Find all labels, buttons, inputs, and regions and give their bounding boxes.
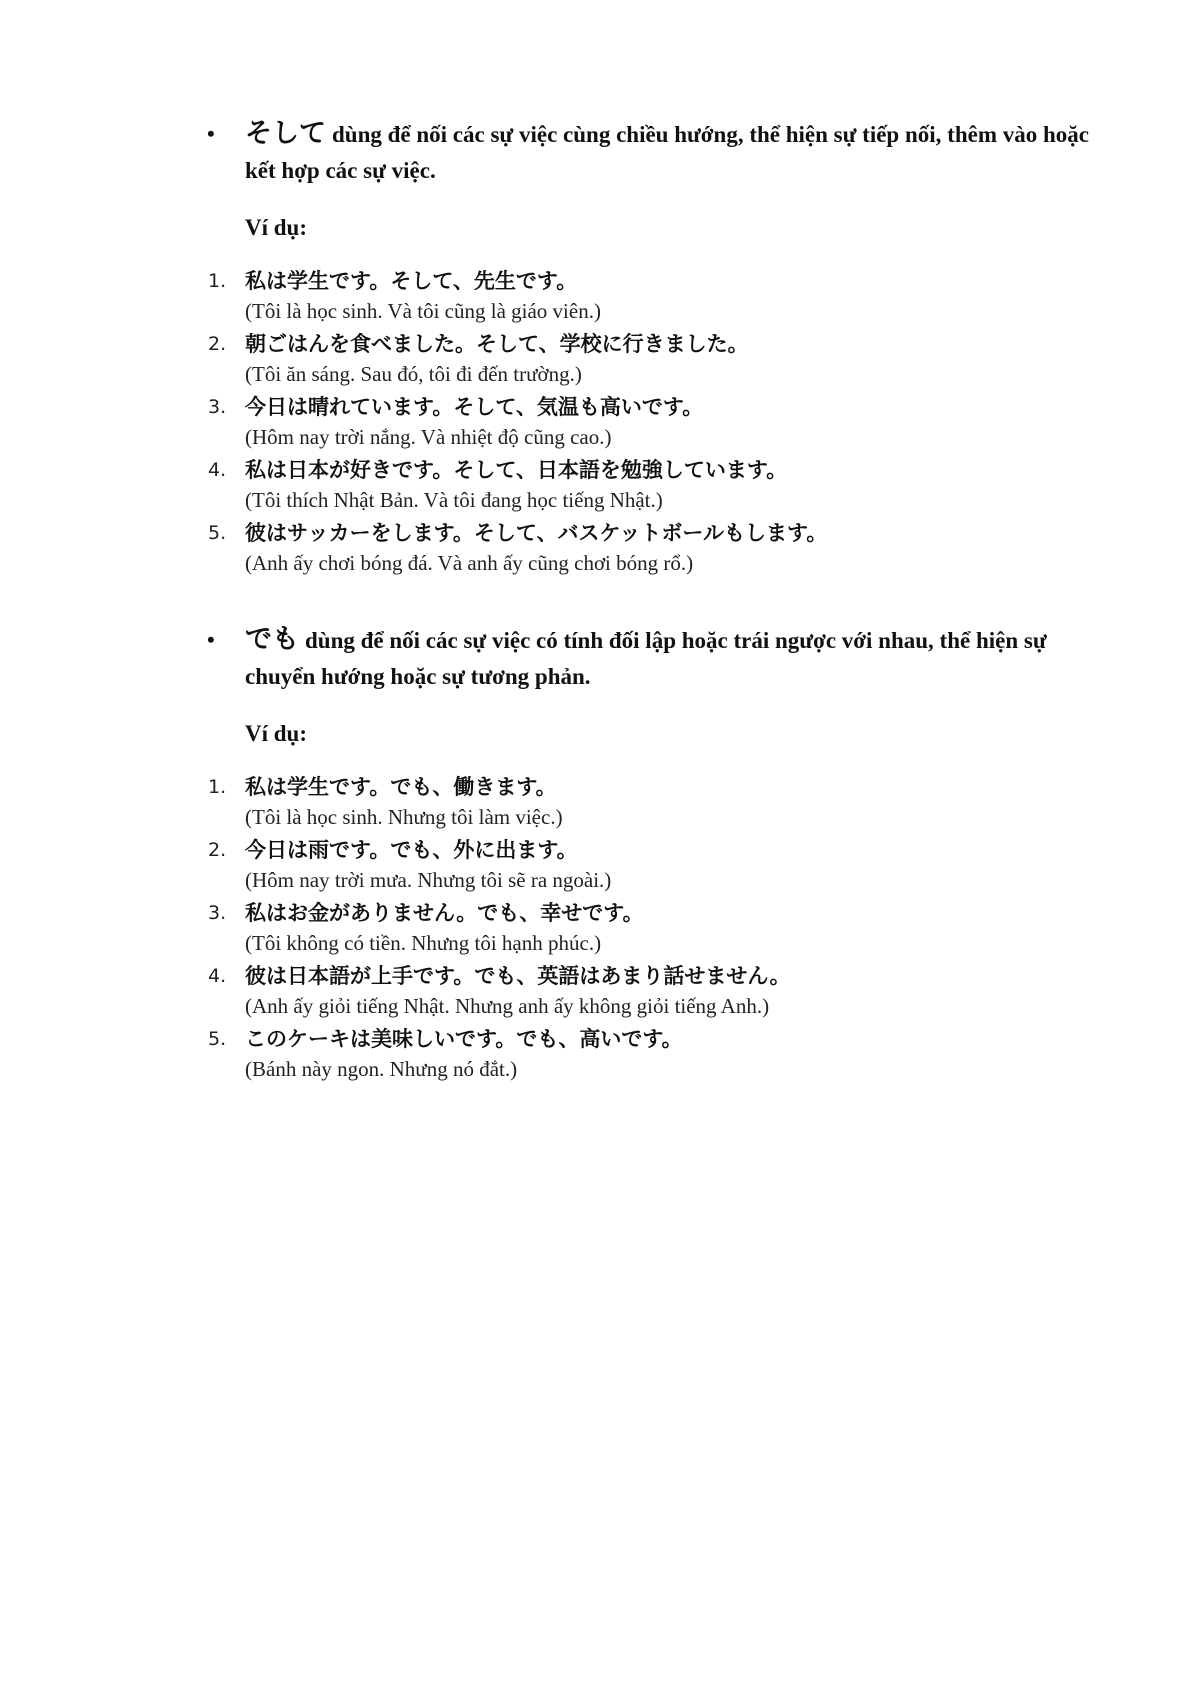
example-translation: (Hôm nay trời nắng. Và nhiệt độ cũng cao.) bbox=[245, 425, 612, 449]
keyword: そして bbox=[245, 118, 326, 149]
example-number: 1. bbox=[208, 270, 227, 292]
example-translation: (Hôm nay trời mưa. Nhưng tôi sẽ ra ngoài.) bbox=[245, 868, 612, 892]
example-japanese: 今日は晴れています。そして、気温も高いです。 bbox=[245, 395, 704, 419]
example-item bbox=[205, 517, 1105, 580]
example-item bbox=[205, 1023, 1105, 1086]
example-list bbox=[205, 771, 1105, 1086]
example-heading: Ví dụ: bbox=[245, 215, 307, 240]
example-japanese: 彼は日本語が上手です。でも、英語はあまり話せません。 bbox=[245, 964, 791, 988]
bullet-icon: • bbox=[207, 627, 215, 652]
section-demo bbox=[205, 622, 1105, 1086]
example-translation: (Tôi ăn sáng. Sau đó, tôi đi đến trường.) bbox=[245, 362, 582, 386]
example-item bbox=[205, 897, 1105, 960]
example-item bbox=[205, 391, 1105, 454]
example-translation: (Tôi không có tiền. Nhưng tôi hạnh phúc.) bbox=[245, 931, 602, 955]
section-intro bbox=[205, 622, 1105, 695]
example-japanese: 私は学生です。そして、先生です。 bbox=[245, 269, 578, 293]
section-intro bbox=[205, 116, 1105, 189]
keyword-description: dùng để nối các sự việc có tính đối lập hoặc trái ngược với nhau, thể hiện sự chuyển hướng hoặc sự tương phản. bbox=[245, 628, 1047, 689]
section-soshite bbox=[205, 116, 1105, 580]
example-number: 2. bbox=[208, 333, 227, 355]
example-japanese: 私は学生です。でも、働きます。 bbox=[245, 775, 557, 799]
example-item bbox=[205, 328, 1105, 391]
example-number: 3. bbox=[208, 396, 227, 418]
example-japanese: 今日は雨です。でも、外に出ます。 bbox=[245, 838, 578, 862]
keyword-description: dùng để nối các sự việc cùng chiều hướng, thể hiện sự tiếp nối, thêm vào hoặc kết hợp các sự việc. bbox=[245, 122, 1089, 183]
example-japanese: 朝ごはんを食べました。そして、学校に行きました。 bbox=[245, 332, 749, 356]
example-heading: Ví dụ: bbox=[245, 721, 307, 746]
example-list bbox=[205, 265, 1105, 580]
example-translation: (Tôi là học sinh. Và tôi cũng là giáo viên.) bbox=[245, 299, 601, 323]
example-number: 4. bbox=[208, 459, 227, 481]
example-number: 5. bbox=[208, 522, 227, 544]
example-japanese: 私は日本が好きです。そして、日本語を勉強しています。 bbox=[245, 458, 788, 482]
example-number: 5. bbox=[208, 1028, 227, 1050]
example-translation: (Tôi thích Nhật Bản. Và tôi đang học tiếng Nhật.) bbox=[245, 488, 663, 512]
example-item bbox=[205, 454, 1105, 517]
keyword: でも bbox=[245, 624, 299, 655]
example-item bbox=[205, 265, 1105, 328]
example-translation: (Tôi là học sinh. Nhưng tôi làm việc.) bbox=[245, 805, 563, 829]
example-item bbox=[205, 771, 1105, 834]
example-item bbox=[205, 834, 1105, 897]
bullet-icon: • bbox=[207, 121, 215, 146]
example-translation: (Bánh này ngon. Nhưng nó đắt.) bbox=[245, 1057, 518, 1081]
example-item bbox=[205, 960, 1105, 1023]
example-japanese: 私はお金がありません。でも、幸せです。 bbox=[245, 901, 644, 925]
example-number: 1. bbox=[208, 776, 227, 798]
example-japanese: 彼はサッカーをします。そして、バスケットボールもします。 bbox=[245, 521, 828, 545]
example-translation: (Anh ấy giỏi tiếng Nhật. Nhưng anh ấy không giỏi tiếng Anh.) bbox=[245, 994, 770, 1018]
example-translation: (Anh ấy chơi bóng đá. Và anh ấy cũng chơi bóng rổ.) bbox=[245, 551, 694, 575]
example-japanese: このケーキは美味しいです。でも、高いです。 bbox=[245, 1027, 683, 1051]
example-number: 2. bbox=[208, 839, 227, 861]
example-number: 4. bbox=[208, 965, 227, 987]
example-number: 3. bbox=[208, 902, 227, 924]
